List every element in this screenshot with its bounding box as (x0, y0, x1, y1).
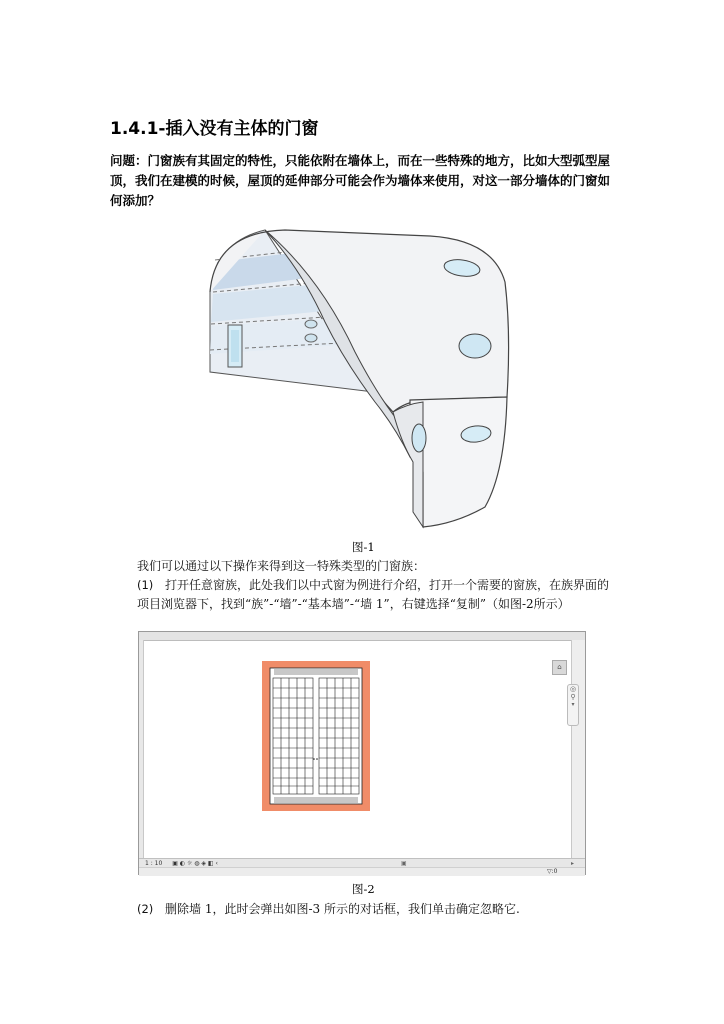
window-left-edge (139, 640, 144, 858)
oval-opening-2 (459, 334, 491, 358)
oval-opening-4 (412, 424, 426, 452)
step-1-text: 打开任意窗族，此处我们以中式窗为例进行介绍，打开一个需要的窗族，在族界面的项目浏览器下，找到“族”-“墙”-“基本墙”-“墙 1”，右键选择“复制”（如图-2所示） (137, 578, 610, 611)
step-2 (137, 900, 619, 919)
figure-1-illustration (195, 222, 525, 530)
view-icons[interactable]: ▣ ◐ ☼ ◍ ◈ ◧ ‹ (172, 860, 218, 867)
window-top-bar (139, 632, 585, 641)
step-2-number: (2) (137, 902, 154, 916)
figure-2-caption: 图-2 (352, 882, 375, 896)
navigation-bar[interactable] (567, 684, 579, 726)
status-bar (139, 867, 585, 876)
figure-2-screenshot (138, 631, 586, 875)
vertical-scrollbar[interactable] (571, 640, 585, 858)
step-2-text: 删除墙 1，此时会弹出如图-3 所示的对话框，我们单击确定忽略它. (165, 902, 520, 916)
question-paragraph: 问题：门窗族有其固定的特性，只能依附在墙体上，而在一些特殊的地方，比如大型弧型屋顶，我们在建模的时候，屋顶的延伸部分可能会作为墙体来使用，对这一部分墙体的门窗如何添加？ (110, 153, 611, 208)
step-1 (137, 576, 619, 614)
step-1-number: (1) (137, 578, 154, 592)
lower-wall (410, 397, 507, 527)
horizontal-scroll-thumb[interactable]: ▣ (401, 860, 407, 867)
filter-indicator[interactable]: ▽:0 (547, 868, 558, 875)
section-title: 1.4.1-插入没有主体的门窗 (110, 119, 319, 139)
view-cube-icon[interactable]: ⌂ (552, 660, 567, 675)
scroll-corner-icon: ▸ (571, 860, 575, 867)
scale-label[interactable]: 1 : 10 (145, 860, 163, 867)
steering-wheel-icon[interactable]: ◎ (569, 685, 577, 693)
zoom-icon[interactable]: ⚲ (570, 693, 576, 701)
figure-1-caption: 图-1 (352, 540, 375, 554)
intro-text: 我们可以通过以下操作来得到这一特殊类型的门窗族： (137, 559, 426, 573)
chevron-down-icon[interactable]: ▾ (571, 701, 575, 708)
chinese-window-drawing (262, 661, 370, 811)
